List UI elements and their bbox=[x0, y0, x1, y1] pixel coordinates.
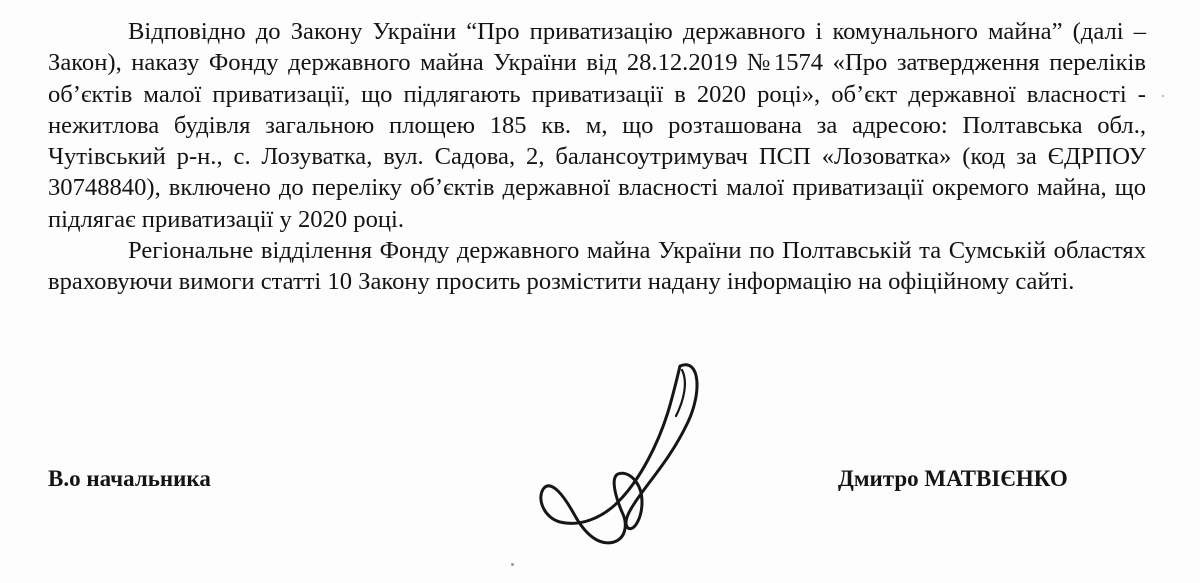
letter-body bbox=[48, 16, 1146, 298]
signatory-position: В.о начальника bbox=[48, 466, 211, 491]
paragraph-privatization-notice: Відповідно до Закону України “Про приватизацію державного і комунального майна” (далі – Закон), наказу Фонду державного майна України від 28.12.2019 №1574 «Про затвердження переліків об’єктів малої приватизації, що підлягають приватизації в 2020 році», об’єкт державної власності - нежитлова будівля загальною площею 185 кв. м, що розташована за адресою: Полтавська обл., Чутівський р-н., с. Лозуватка, вул. Садова, 2, балансоутримувач ПСП «Лозоватка» (код за ЄДРПОУ 30748840), включено до переліку об’єктів державної власності малої приватизації окремого майна, що підлягає приватизації у 2020 році. bbox=[48, 18, 1146, 233]
signatory-name: Дмитро МАТВІЄНКО bbox=[838, 466, 1068, 491]
paragraph-website-request: Регіональне відділення Фонду державного майна України по Полтавській та Сумській областях враховуючи вимоги статті 10 Закону просить розмістити надану інформацію на офіційному сайті. bbox=[48, 237, 1146, 296]
handwritten-signature bbox=[530, 352, 720, 552]
scan-speck bbox=[511, 563, 514, 566]
scan-speck bbox=[1162, 95, 1164, 97]
